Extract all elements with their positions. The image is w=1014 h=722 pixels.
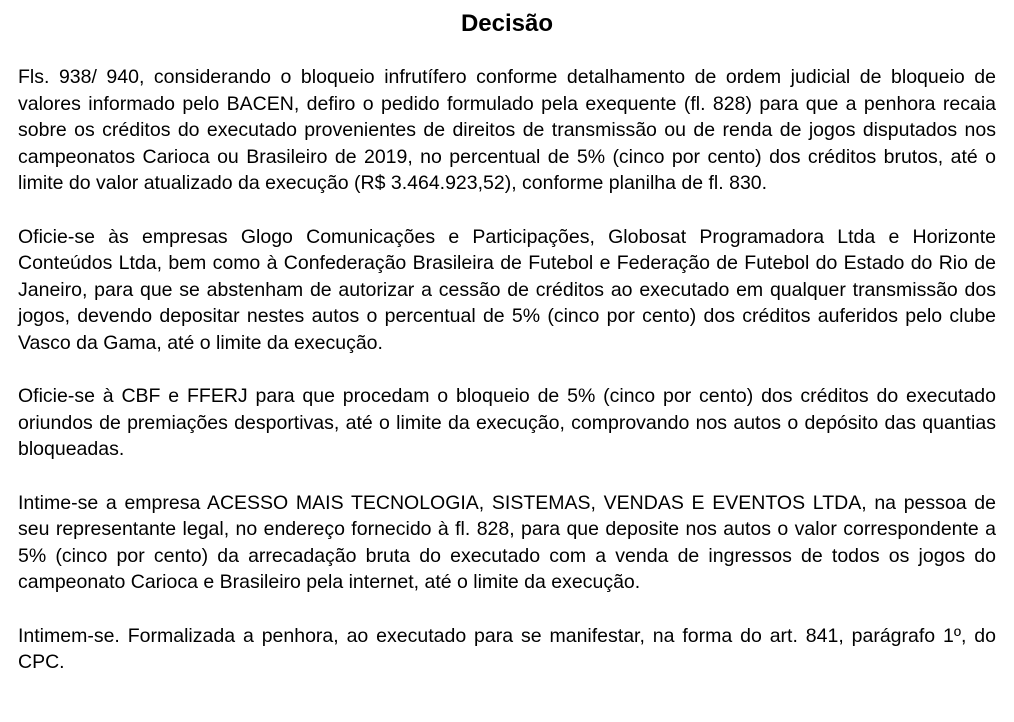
document-title: Decisão — [460, 10, 554, 37]
paragraph-oficie-empresas: Oficie-se às empresas Glogo Comunicações e Participações, Globosat Programadora Ltda e Horizonte Conteúdos Ltda, bem como à Confederação Brasileira de Futebol e Federação de Futebol do Estado do Rio de Janeiro, para que se abstenham de autorizar a cessão de créditos ao executado em qualquer transmissão dos jogos, devendo depositar nestes autos o percentual de 5% (cinco por cento) dos créditos auferidos pelo clube Vasco da Gama, até o limite da execução. — [18, 225, 996, 354]
paragraph-penhora-creditos: Fls. 938/ 940, considerando o bloqueio infrutífero conforme detalhamento de ordem judicial de bloqueio de valores informado pelo BACEN, defiro o pedido formulado pela exequente (fl. 828) para que a penhora recaia sobre os créditos do executado provenientes de direitos de transmissão ou de renda de jogos disputados nos campeonatos Carioca ou Brasileiro de 2019, no percentual de 5% (cinco por cento) dos créditos brutos, até o limite do valor atualizado da execução (R$ 3.464.923,52), conforme planilha de fl. 830. — [18, 66, 996, 194]
paragraph-intime-empresa: Intime-se a empresa ACESSO MAIS TECNOLOGIA, SISTEMAS, VENDAS E EVENTOS LTDA, na pessoa de seu representante legal, no endereço fornecido à fl. 828, para que deposite nos autos o valor correspondente a 5% (cinco por cento) da arrecadação bruta do executado com a venda de ingressos de todos os jogos do campeonato Carioca e Brasileiro pela internet, até o limite da execução. — [18, 491, 996, 593]
paragraph-intimem-se: Intimem-se. Formalizada a penhora, ao executado para se manifestar, na forma do art. 841, parágrafo 1º, do CPC. — [18, 624, 996, 673]
paragraph-oficie-cbf-fferj: Oficie-se à CBF e FFERJ para que procedam o bloqueio de 5% (cinco por cento) dos créditos do executado oriundos de premiações desportivas, até o limite da execução, comprovando nos autos o depósito das quantias bloqueadas. — [18, 385, 996, 460]
